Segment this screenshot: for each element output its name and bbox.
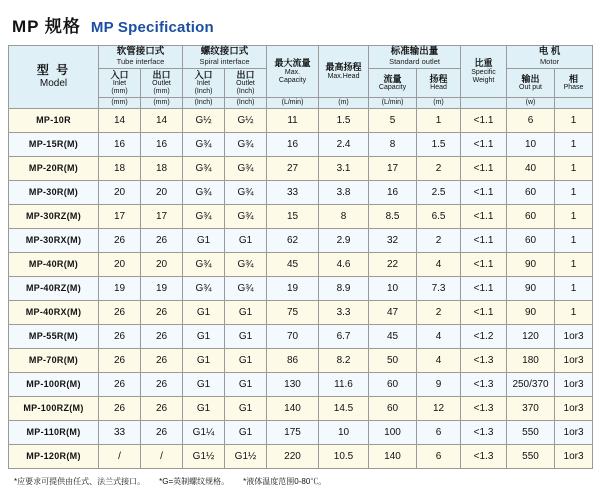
cell-motor-output: 180 [507,349,555,373]
cell-motor-output: 370 [507,397,555,421]
cell-max-head: 2.4 [319,133,369,157]
cell-tube-outlet: 14 [141,109,183,133]
cell-specific-weight: <1.1 [461,253,507,277]
cell-std-head: 9 [417,373,461,397]
cell-spiral-inlet: G1½ [183,445,225,469]
cell-tube-outlet: / [141,445,183,469]
cell-spiral-inlet: G¾ [183,277,225,301]
cell-std-head: 2 [417,229,461,253]
cell-std-capacity: 100 [369,421,417,445]
cell-tube-outlet: 19 [141,277,183,301]
header-max-capacity: 最大流量 Max. Capacity [267,46,319,98]
cell-tube-outlet: 20 [141,181,183,205]
header-spiral-outlet: 出口 Outlet (Inch) [225,68,267,97]
header-specific-weight: 比重 Specific Weight [461,46,507,98]
cell-tube-inlet: 20 [99,181,141,205]
page-title [8,10,592,45]
cell-std-head: 4 [417,253,461,277]
cell-motor-phase: 1or3 [555,325,593,349]
cell-std-capacity: 47 [369,301,417,325]
cell-spiral-outlet: G1 [225,373,267,397]
cell-std-head: 1.5 [417,133,461,157]
cell-spiral-inlet: G¾ [183,205,225,229]
cell-specific-weight: <1.1 [461,301,507,325]
header-unit-spiral-out-inch: (Inch) [225,97,267,108]
cell-tube-outlet: 26 [141,373,183,397]
table-row [9,229,593,253]
header-unit-std-cap: (L/min) [369,97,417,108]
cell-tube-outlet: 26 [141,349,183,373]
table-row [9,349,593,373]
cell-tube-outlet: 16 [141,133,183,157]
header-unit-motor-phase [555,97,593,108]
page-title-chinese: MP 规格 [12,17,81,36]
cell-motor-output: 90 [507,253,555,277]
cell-spiral-inlet: G1 [183,325,225,349]
table-row [9,421,593,445]
cell-tube-inlet: 33 [99,421,141,445]
cell-specific-weight: <1.1 [461,133,507,157]
header-tube-interface: 软管接口式 Tube interface [99,46,183,69]
cell-tube-outlet: 20 [141,253,183,277]
cell-specific-weight: <1.1 [461,277,507,301]
cell-max-head: 10 [319,421,369,445]
cell-std-head: 2 [417,301,461,325]
header-unit-std-head: (m) [417,97,461,108]
cell-specific-weight: <1.3 [461,397,507,421]
cell-model: MP-55R(M) [9,325,99,349]
cell-tube-inlet: 26 [99,229,141,253]
cell-tube-outlet: 26 [141,301,183,325]
table-row [9,301,593,325]
cell-max-capacity: 45 [267,253,319,277]
cell-tube-outlet: 26 [141,397,183,421]
cell-std-head: 1 [417,109,461,133]
header-motor-phase: 相 Phase [555,68,593,97]
cell-model: MP-30R(M) [9,181,99,205]
cell-specific-weight: <1.1 [461,157,507,181]
cell-spiral-outlet: G¾ [225,181,267,205]
header-spiral-inlet: 入口 Inlet (Inch) [183,68,225,97]
table-row [9,445,593,469]
header-motor: 电 机 Motor [507,46,593,69]
cell-spiral-outlet: G1 [225,325,267,349]
table-header [9,46,593,109]
cell-spiral-outlet: G1 [225,229,267,253]
header-std-flow: 流量 Capacity [369,68,417,97]
footnotes [8,469,592,487]
cell-tube-inlet: / [99,445,141,469]
cell-specific-weight: <1.3 [461,373,507,397]
cell-model: MP-40RZ(M) [9,277,99,301]
cell-motor-phase: 1 [555,277,593,301]
cell-max-capacity: 15 [267,205,319,229]
cell-tube-inlet: 26 [99,349,141,373]
cell-max-capacity: 27 [267,157,319,181]
cell-spiral-outlet: G1 [225,397,267,421]
cell-model: MP-40R(M) [9,253,99,277]
cell-max-capacity: 19 [267,277,319,301]
table-row [9,181,593,205]
cell-max-head: 8 [319,205,369,229]
specification-table [8,45,593,469]
cell-model: MP-30RX(M) [9,229,99,253]
cell-specific-weight: <1.3 [461,349,507,373]
header-unit-tube-in-mm: (mm) [99,97,141,108]
cell-max-head: 10.5 [319,445,369,469]
cell-max-capacity: 16 [267,133,319,157]
table-row [9,397,593,421]
cell-tube-outlet: 17 [141,205,183,229]
cell-std-head: 6.5 [417,205,461,229]
cell-motor-phase: 1or3 [555,445,593,469]
cell-std-capacity: 16 [369,181,417,205]
cell-max-capacity: 175 [267,421,319,445]
cell-motor-phase: 1 [555,229,593,253]
table-row [9,157,593,181]
cell-motor-phase: 1 [555,181,593,205]
table-row [9,325,593,349]
cell-motor-phase: 1 [555,205,593,229]
cell-max-capacity: 33 [267,181,319,205]
cell-std-capacity: 45 [369,325,417,349]
cell-std-capacity: 60 [369,373,417,397]
cell-max-capacity: 130 [267,373,319,397]
cell-max-head: 2.9 [319,229,369,253]
table-row [9,109,593,133]
cell-spiral-outlet: G¾ [225,205,267,229]
cell-spiral-inlet: G1 [183,349,225,373]
cell-spiral-outlet: G¾ [225,277,267,301]
cell-spiral-outlet: G1 [225,349,267,373]
cell-max-capacity: 86 [267,349,319,373]
header-standard-outlet: 标准输出量 Standard outlet [369,46,461,69]
header-tube-inlet: 入口 Inlet (mm) [99,68,141,97]
cell-model: MP-120R(M) [9,445,99,469]
cell-max-head: 3.8 [319,181,369,205]
cell-specific-weight: <1.3 [461,421,507,445]
cell-max-head: 14.5 [319,397,369,421]
cell-specific-weight: <1.1 [461,205,507,229]
footnote-1: *应要求可提供由任式、法兰式接口。 [14,477,146,487]
cell-max-capacity: 75 [267,301,319,325]
cell-tube-inlet: 19 [99,277,141,301]
cell-std-capacity: 8.5 [369,205,417,229]
cell-motor-phase: 1or3 [555,421,593,445]
cell-std-capacity: 10 [369,277,417,301]
cell-model: MP-40RX(M) [9,301,99,325]
header-motor-output: 输出 Out put [507,68,555,97]
header-row-1 [9,46,593,69]
cell-model: MP-100RZ(M) [9,397,99,421]
cell-motor-phase: 1or3 [555,349,593,373]
cell-max-capacity: 70 [267,325,319,349]
cell-spiral-inlet: G¾ [183,253,225,277]
cell-tube-inlet: 14 [99,109,141,133]
cell-model: MP-30RZ(M) [9,205,99,229]
cell-std-capacity: 22 [369,253,417,277]
cell-tube-outlet: 26 [141,325,183,349]
cell-std-capacity: 50 [369,349,417,373]
cell-motor-output: 60 [507,181,555,205]
cell-tube-inlet: 20 [99,253,141,277]
cell-model: MP-15R(M) [9,133,99,157]
cell-max-head: 3.3 [319,301,369,325]
header-unit-spiral-in-inch: (Inch) [183,97,225,108]
table-body [9,109,593,469]
cell-spiral-inlet: G1 [183,301,225,325]
cell-std-head: 4 [417,349,461,373]
header-unit-max-cap: (L/min) [267,97,319,108]
cell-std-head: 2 [417,157,461,181]
cell-std-capacity: 60 [369,397,417,421]
cell-specific-weight: <1.2 [461,325,507,349]
cell-spiral-inlet: G1¼ [183,421,225,445]
cell-std-head: 2.5 [417,181,461,205]
cell-motor-output: 120 [507,325,555,349]
cell-motor-phase: 1or3 [555,397,593,421]
header-std-head: 扬程 Head [417,68,461,97]
cell-std-head: 4 [417,325,461,349]
cell-model: MP-20R(M) [9,157,99,181]
cell-spiral-inlet: G1 [183,373,225,397]
cell-motor-output: 40 [507,157,555,181]
cell-motor-output: 250/370 [507,373,555,397]
header-spiral-interface: 螺纹接口式 Spiral interface [183,46,267,69]
cell-model: MP-70R(M) [9,349,99,373]
cell-specific-weight: <1.1 [461,229,507,253]
cell-max-head: 1.5 [319,109,369,133]
cell-model: MP-110R(M) [9,421,99,445]
cell-model: MP-10R [9,109,99,133]
cell-motor-output: 10 [507,133,555,157]
cell-spiral-inlet: G1 [183,397,225,421]
cell-specific-weight: <1.3 [461,445,507,469]
cell-spiral-outlet: G½ [225,109,267,133]
cell-spiral-outlet: G¾ [225,133,267,157]
cell-tube-inlet: 26 [99,301,141,325]
cell-motor-phase: 1or3 [555,373,593,397]
header-max-head: 最高扬程 Max.Head [319,46,369,98]
header-tube-outlet: 出口 Outlet (mm) [141,68,183,97]
cell-std-head: 7.3 [417,277,461,301]
cell-max-head: 4.6 [319,253,369,277]
cell-tube-inlet: 26 [99,373,141,397]
cell-spiral-inlet: G¾ [183,157,225,181]
cell-std-capacity: 5 [369,109,417,133]
footnote-3: *液体温度范围0-80℃。 [243,477,327,487]
cell-std-head: 6 [417,445,461,469]
cell-motor-phase: 1 [555,109,593,133]
table-row [9,205,593,229]
cell-motor-output: 90 [507,301,555,325]
cell-model: MP-100R(M) [9,373,99,397]
cell-max-capacity: 140 [267,397,319,421]
cell-motor-output: 90 [507,277,555,301]
cell-spiral-inlet: G½ [183,109,225,133]
header-unit-motor-output: (w) [507,97,555,108]
table-row [9,373,593,397]
table-row [9,133,593,157]
cell-std-head: 6 [417,421,461,445]
cell-motor-phase: 1 [555,157,593,181]
footnote-2: *G=英制螺纹规格。 [159,477,230,487]
cell-spiral-outlet: G1 [225,421,267,445]
cell-spiral-outlet: G1 [225,301,267,325]
cell-tube-inlet: 26 [99,325,141,349]
cell-tube-inlet: 16 [99,133,141,157]
cell-max-head: 8.2 [319,349,369,373]
cell-max-capacity: 220 [267,445,319,469]
cell-spiral-inlet: G1 [183,229,225,253]
cell-std-capacity: 32 [369,229,417,253]
cell-tube-inlet: 26 [99,397,141,421]
cell-specific-weight: <1.1 [461,181,507,205]
cell-tube-inlet: 17 [99,205,141,229]
page-title-english: MP Specification [90,19,214,36]
cell-tube-outlet: 18 [141,157,183,181]
cell-spiral-outlet: G¾ [225,157,267,181]
cell-max-capacity: 62 [267,229,319,253]
cell-specific-weight: <1.1 [461,109,507,133]
cell-max-capacity: 11 [267,109,319,133]
cell-spiral-outlet: G¾ [225,253,267,277]
cell-std-capacity: 8 [369,133,417,157]
cell-max-head: 8.9 [319,277,369,301]
cell-std-head: 12 [417,397,461,421]
table-row [9,277,593,301]
cell-motor-output: 6 [507,109,555,133]
cell-motor-output: 60 [507,229,555,253]
cell-tube-outlet: 26 [141,421,183,445]
table-row [9,253,593,277]
cell-max-head: 6.7 [319,325,369,349]
cell-motor-phase: 1 [555,253,593,277]
cell-motor-output: 550 [507,445,555,469]
header-unit-max-head: (m) [319,97,369,108]
cell-spiral-inlet: G¾ [183,133,225,157]
header-model: 型 号 Model [9,46,99,109]
cell-spiral-outlet: G1½ [225,445,267,469]
cell-motor-phase: 1 [555,133,593,157]
cell-max-head: 11.6 [319,373,369,397]
header-unit-tube-out-mm: (mm) [141,97,183,108]
cell-motor-phase: 1 [555,301,593,325]
cell-tube-inlet: 18 [99,157,141,181]
cell-std-capacity: 17 [369,157,417,181]
cell-tube-outlet: 26 [141,229,183,253]
header-unit-specific-weight [461,97,507,108]
cell-std-capacity: 140 [369,445,417,469]
cell-spiral-inlet: G¾ [183,181,225,205]
cell-motor-output: 60 [507,205,555,229]
cell-motor-output: 550 [507,421,555,445]
cell-max-head: 3.1 [319,157,369,181]
